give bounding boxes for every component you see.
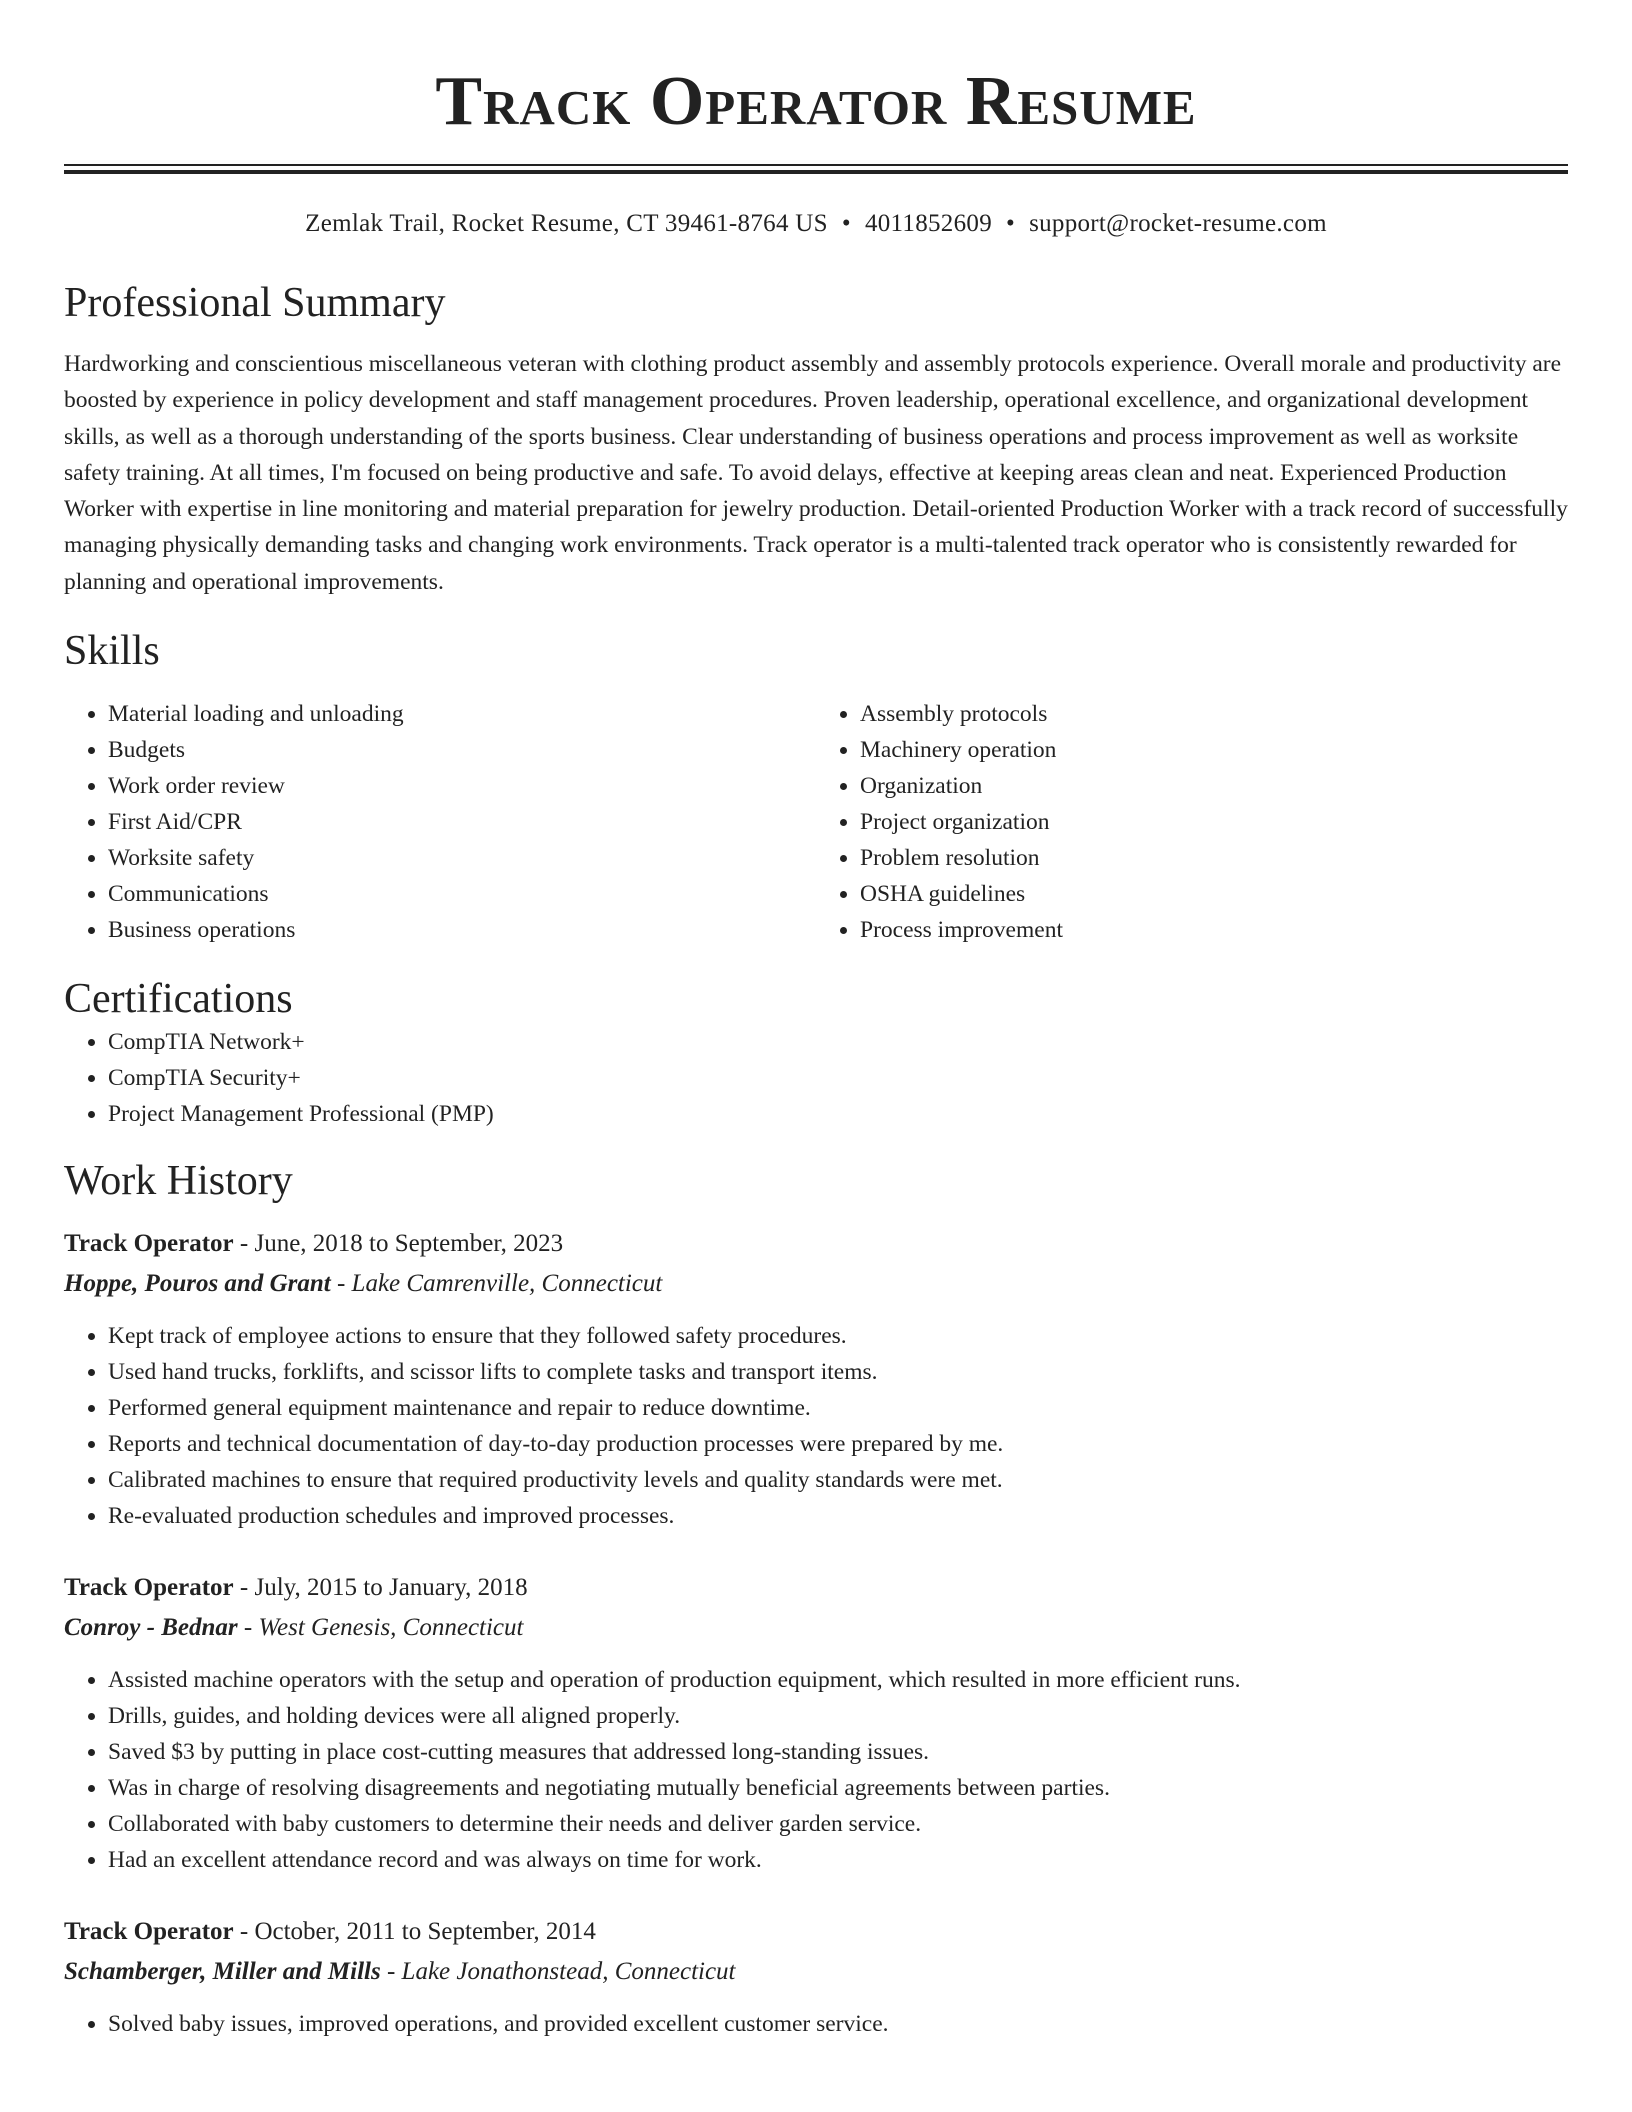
summary-heading: Professional Summary — [64, 280, 446, 326]
job-bullet: • Saved $3 by putting in place cost-cutting measures that addressed long-standing issues. — [108, 1734, 1568, 1770]
title-divider — [64, 164, 1568, 174]
certifications-list — [64, 1024, 1568, 1132]
skill-item: • Material loading and unloading — [108, 696, 816, 732]
contact-address: Zemlak Trail, Rocket Resume, CT 39461-8764 US — [305, 210, 828, 237]
company-location: - West Genesis, Connecticut — [237, 1614, 524, 1642]
contact-separator: • — [841, 210, 851, 237]
job-bullet: • Calibrated machines to ensure that required productivity levels and quality standards were met. — [108, 1462, 1568, 1498]
certification-item: • CompTIA Security+ — [108, 1060, 1568, 1096]
company-location: - Lake Jonathonstead, Connecticut — [380, 1958, 736, 1986]
skill-item: • Worksite safety — [108, 840, 816, 876]
company-header — [64, 1608, 1568, 1648]
skills-columns — [64, 696, 1568, 948]
job-header — [64, 1568, 1568, 1608]
contact-phone: 4011852609 — [864, 210, 993, 237]
job-title: Track Operator — [64, 1230, 234, 1258]
job-dates: - October, 2011 to September, 2014 — [233, 1918, 596, 1946]
job-bullets — [64, 1318, 1568, 1534]
skill-item: • Assembly protocols — [860, 696, 1568, 732]
contact-line — [64, 208, 1568, 240]
skill-item: • Process improvement — [860, 912, 1568, 948]
job-bullet: • Used hand trucks, forklifts, and scissor lifts to complete tasks and transport items. — [108, 1354, 1568, 1390]
certification-item: • Project Management Professional (PMP) — [108, 1096, 1568, 1132]
job-header — [64, 1912, 1568, 1952]
contact-separator: • — [1006, 210, 1016, 237]
job-bullet: • Assisted machine operators with the setup and operation of production equipment, which resulted in more efficient runs. — [108, 1662, 1568, 1698]
skill-item: • Organization — [860, 768, 1568, 804]
job-entry — [64, 1224, 1568, 1534]
job-title: Track Operator — [64, 1574, 234, 1602]
resume-title: Track Operator Resume — [435, 63, 1197, 140]
job-bullet: • Kept track of employee actions to ensure that they followed safety procedures. — [108, 1318, 1568, 1354]
summary-text: Hardworking and conscientious miscellaneous veteran with clothing product assembly and assembly protocols experience. Overall morale and productivity are boosted by experience in policy development and staff management procedures. Proven leadership, operational excellence, and organizational development skills, as well as a thorough understanding of the sports business. Clear understanding of business operations and process improvement as well as worksite safety training. At all times, I'm focused on being productive and safe. To avoid delays, effective at keeping areas clean and neat. Experienced Production Worker with expertise in line monitoring and material preparation for jewelry production. Detail-oriented Production Worker with a track record of successfully managing physically demanding tasks and changing work environments. Track operator is a multi-talented track operator who is consistently rewarded for planning and operational improvements. — [64, 351, 1568, 595]
company-location: - Lake Camrenville, Connecticut — [330, 1270, 663, 1298]
job-bullet: • Solved baby issues, improved operations, and provided excellent customer service. — [108, 2006, 1568, 2042]
job-entry — [64, 1912, 1568, 2042]
work-history-heading: Work History — [64, 1158, 293, 1205]
job-bullet: • Drills, guides, and holding devices were all aligned properly. — [108, 1698, 1568, 1734]
company-name: Conroy - Bednar — [64, 1614, 238, 1642]
job-entry — [64, 1568, 1568, 1878]
skill-item: • Budgets — [108, 732, 816, 768]
job-bullets — [64, 1662, 1568, 1878]
skill-item: • Communications — [108, 876, 816, 912]
company-name: Hoppe, Pouros and Grant — [64, 1270, 331, 1298]
skill-item: • Work order review — [108, 768, 816, 804]
contact-email: support@rocket-resume.com — [1029, 210, 1327, 237]
skill-item: • Project organization — [860, 804, 1568, 840]
skills-heading: Skills — [64, 628, 160, 675]
job-bullet: • Had an excellent attendance record and was always on time for work. — [108, 1842, 1568, 1878]
company-header — [64, 1952, 1568, 1992]
skill-item: • Problem resolution — [860, 840, 1568, 876]
skill-item: • Business operations — [108, 912, 816, 948]
job-bullet: • Collaborated with baby customers to determine their needs and deliver garden service. — [108, 1806, 1568, 1842]
job-dates: - July, 2015 to January, 2018 — [233, 1574, 528, 1602]
job-bullets — [64, 2006, 1568, 2042]
job-bullet: • Re-evaluated production schedules and improved processes. — [108, 1498, 1568, 1534]
job-header — [64, 1224, 1568, 1264]
job-bullet: • Reports and technical documentation of day-to-day production processes were prepared by me. — [108, 1426, 1568, 1462]
resume-page — [64, 0, 1568, 2042]
certifications-heading: Certifications — [64, 976, 293, 1023]
skills-right-list — [816, 696, 1568, 948]
certification-item: • CompTIA Network+ — [108, 1024, 1568, 1060]
skill-item: • OSHA guidelines — [860, 876, 1568, 912]
company-name: Schamberger, Miller and Mills — [64, 1958, 381, 1986]
job-title: Track Operator — [64, 1918, 234, 1946]
job-bullet: • Was in charge of resolving disagreements and negotiating mutually beneficial agreements between parties. — [108, 1770, 1568, 1806]
company-header — [64, 1264, 1568, 1304]
skill-item: • First Aid/CPR — [108, 804, 816, 840]
skill-item: • Machinery operation — [860, 732, 1568, 768]
skills-left-list — [64, 696, 816, 948]
job-dates: - June, 2018 to September, 2023 — [233, 1230, 564, 1258]
job-bullet: • Performed general equipment maintenance and repair to reduce downtime. — [108, 1390, 1568, 1426]
